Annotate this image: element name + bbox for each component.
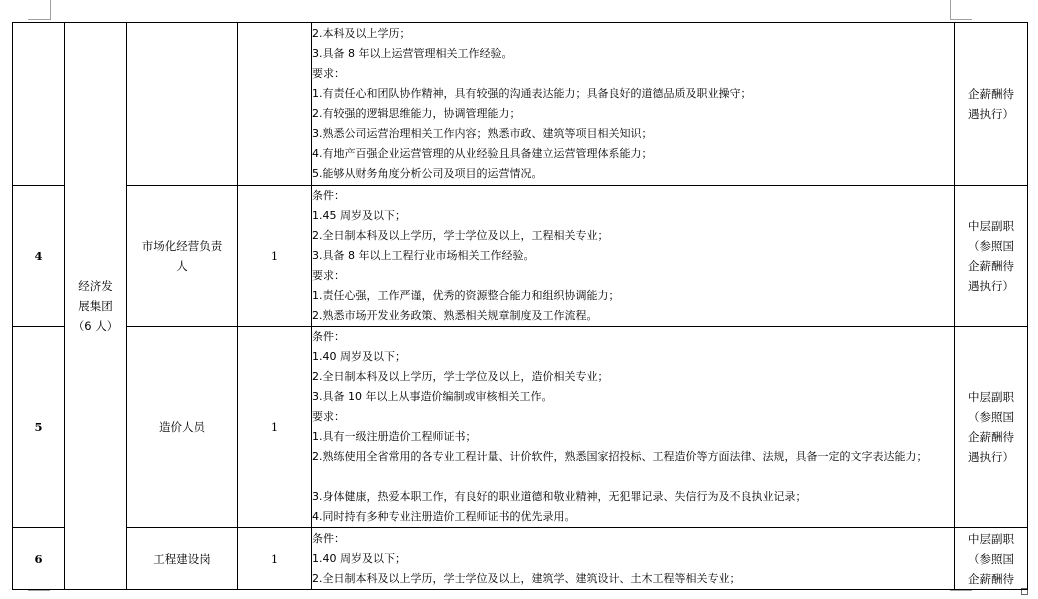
requirements-cell: [312, 528, 955, 590]
page-corner-mark-top-right-h: [950, 19, 972, 20]
level-cell: [955, 528, 1028, 590]
level-line: 遇执行）: [968, 107, 1014, 121]
count-cell: 1: [238, 186, 312, 327]
post-name-line: 人: [176, 259, 188, 273]
requirement-line: 要求：: [312, 269, 345, 282]
page-corner-mark-top-left-h: [28, 19, 50, 20]
unit-headcount: （6 人）: [72, 319, 119, 333]
requirement-line: 条件：: [312, 189, 345, 202]
requirement-line: 2.全日制本科及以上学历，学士学位及以上，建筑学、建筑设计、土木工程等相关专业；: [312, 571, 741, 585]
requirement-line: 3.具备 10 年以上从事造价编制或审核相关工作。: [312, 390, 553, 403]
seq-cell: 6: [13, 528, 65, 590]
requirement-line: 2.熟悉市场开发业务政策、熟悉相关规章制度及工作流程。: [312, 309, 598, 322]
post-cell: 造价人员: [127, 327, 238, 528]
level-line: （参照国: [968, 410, 1014, 424]
level-line: 企薪酬待: [968, 87, 1014, 101]
seq-cell: [13, 23, 65, 186]
post-cell: 工程建设岗: [127, 528, 238, 590]
level-line: 企薪酬待: [968, 430, 1014, 444]
requirement-line: 1.40 周岁及以下；: [312, 350, 406, 363]
level-line: 遇执行）: [968, 450, 1014, 464]
count-cell: 1: [238, 327, 312, 528]
requirement-line: 1.有责任心和团队协作精神，具有较强的沟通表达能力；具备良好的道德品质及职业操守；: [312, 87, 752, 100]
requirements-cell: [312, 23, 955, 186]
requirement-line: 条件：: [312, 531, 345, 545]
count-cell: 1: [238, 528, 312, 590]
post-name-line: 市场化经营负责: [141, 239, 223, 253]
level-line: 企薪酬待: [968, 259, 1014, 273]
requirement-line: 3.身体健康，热爱本职工作，有良好的职业道德和敬业精神，无犯罪记录、失信行为及不良执业记录；: [312, 490, 807, 503]
requirement-line: 2.本科及以上学历；: [312, 27, 411, 40]
level-cell: [955, 23, 1028, 186]
count-cell: [238, 23, 312, 186]
page-corner-mark-top-right-v: [950, 0, 951, 20]
requirement-line: 条件：: [312, 330, 345, 343]
table-row: [13, 327, 1028, 528]
requirement-line: 2.全日制本科及以上学历，学士学位及以上，工程相关专业；: [312, 229, 609, 242]
seq-cell: 4: [13, 186, 65, 327]
requirement-line: 1.具有一级注册造价工程师证书；: [312, 430, 477, 443]
requirement-line: 1.40 周岁及以下；: [312, 551, 406, 565]
unit-name-line: 经济发: [78, 279, 113, 293]
requirement-line: 3.具备 8 年以上运营管理相关工作经验。: [312, 47, 513, 60]
requirement-line: 2.全日制本科及以上学历，学士学位及以上，造价相关专业；: [312, 370, 609, 383]
page-corner-mark-bottom-left: [28, 590, 50, 591]
page-corner-mark-bottom-right: [950, 590, 972, 591]
requirement-line: 4.有地产百强企业运营管理的从业经验且具备建立运营管理体系能力；: [312, 147, 653, 160]
level-line: （参照国: [968, 239, 1014, 253]
requirement-line: 要求：: [312, 410, 345, 423]
level-cell: [955, 327, 1028, 528]
unit-name-line: 展集团: [78, 299, 113, 313]
level-line: 中层副职: [968, 531, 1014, 546]
level-cell: [955, 186, 1028, 327]
requirement-line: 要求：: [312, 67, 345, 80]
table-row: [13, 186, 1028, 327]
requirement-line: 3.具备 8 年以上工程行业市场相关工作经验。: [312, 249, 535, 262]
level-line: 企薪酬待: [968, 571, 1014, 586]
level-line: （参照国: [968, 551, 1014, 566]
requirement-line: 5.能够从财务角度分析公司及项目的运营情况。: [312, 167, 543, 180]
page-corner-mark-top-left-v: [50, 0, 51, 20]
requirement-line: 2.熟练使用全省常用的各专业工程计量、计价软件，熟悉国家招投标、工程造价等方面法律、法规，具备一定的文字表达能力；: [312, 450, 928, 463]
requirement-line: 1.责任心强，工作严谨，优秀的资源整合能力和组织协调能力；: [312, 289, 620, 302]
seq-cell: 5: [13, 327, 65, 528]
post-cell: [127, 186, 238, 327]
requirement-line: 1.45 周岁及以下；: [312, 209, 406, 222]
table-row: [13, 23, 1028, 186]
level-line: 中层副职: [968, 390, 1014, 404]
requirements-cell: [312, 186, 955, 327]
level-line: 中层副职: [968, 219, 1014, 233]
requirement-line: 3.熟悉公司运营治理相关工作内容；熟悉市政、建筑等项目相关知识；: [312, 127, 653, 140]
requirements-cell: [312, 327, 955, 528]
post-cell: [127, 23, 238, 186]
requirement-line: 4.同时持有多种专业注册造价工程师证书的优先录用。: [312, 510, 576, 523]
recruitment-table: [12, 22, 1028, 590]
requirement-line: 2.有较强的逻辑思维能力，协调管理能力；: [312, 107, 521, 120]
table-row: [13, 528, 1028, 590]
level-line: 遇执行）: [968, 279, 1014, 293]
unit-cell: [65, 23, 127, 590]
